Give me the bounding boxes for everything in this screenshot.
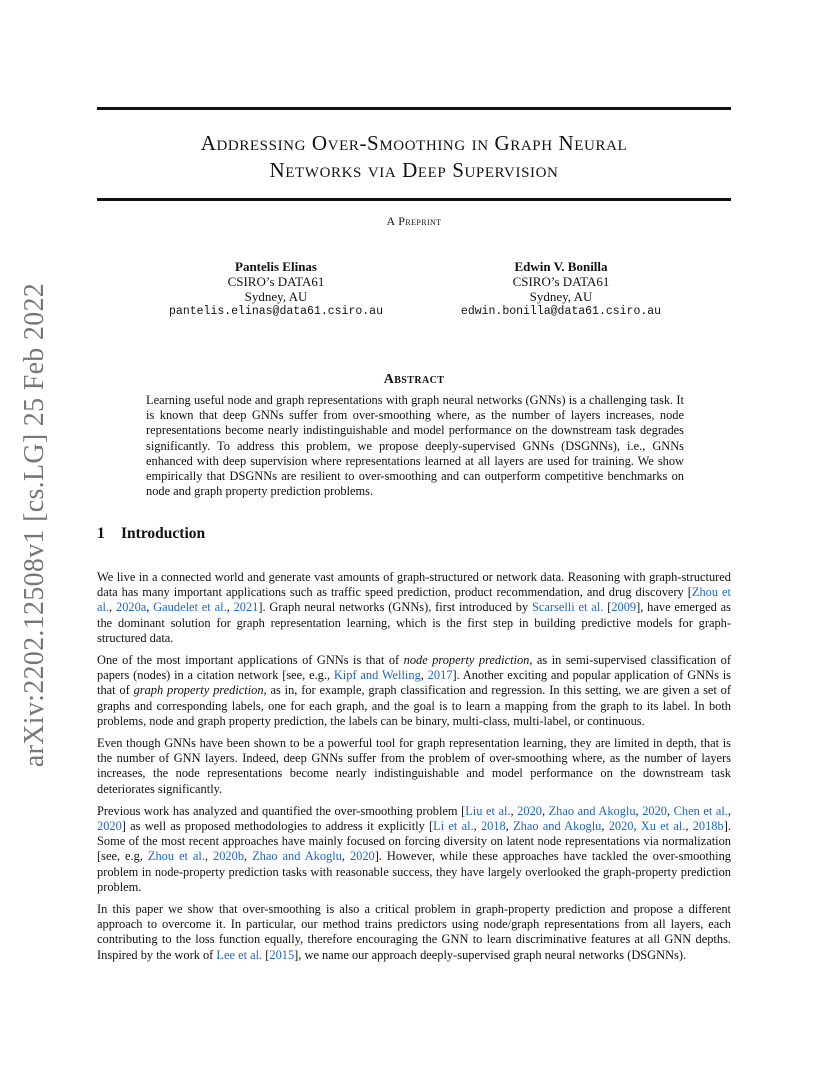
citation-link[interactable]: 2020b [213,849,245,864]
citation-link[interactable]: Lee et al. [216,947,263,962]
author-block-2 [436,259,686,319]
paragraph-text: , [204,849,214,864]
paragraph-text: , [510,803,518,818]
paragraph-text: , [244,849,253,864]
paragraph-text: ] as well as proposed methodologies to address it explicitly [ [121,819,434,834]
author-email[interactable]: edwin.bonilla@data61.csiro.au [460,305,662,318]
bottom-rule [97,198,731,201]
emphasized-text: graph property prediction [133,683,264,698]
author-affiliation: CSIRO’s DATA61 [227,274,325,289]
citation-link[interactable]: Kipf and Welling [333,668,421,683]
citation-link[interactable]: 2015 [269,947,295,962]
citation-link[interactable]: 2021 [233,600,259,615]
paragraph-text: [ [603,600,612,615]
citation-link[interactable]: 2017 [427,668,453,683]
paragraph-text: , [635,803,643,818]
paragraph-text: ]. Another exciting and popular application of GNNs is that of [97,668,731,698]
section-number: 1 [97,525,105,542]
paragraph-text: , as in semi-supervised classification of papers (nodes) in a citation network [see, e.g., [97,653,731,683]
paragraph-text: , [146,600,154,615]
citation-link[interactable]: 2020a [116,600,147,615]
paragraph-text: , [541,803,549,818]
top-rule [97,107,731,110]
citation-link[interactable]: 2020 [97,819,122,834]
paragraph [97,902,731,963]
citation-link[interactable]: Zhao and Akoglu [513,819,602,834]
citation-link[interactable]: Zhao and Akoglu [252,849,342,864]
title-line-1: Addressing Over-Smoothing in Graph Neural [200,131,628,155]
citation-link[interactable]: Li et al. [433,819,474,834]
title-line-2: Networks via Deep Supervision [269,158,559,182]
abstract-heading: Abstract [383,372,445,387]
paragraph-text: , [727,803,731,818]
author-location: Sydney, AU [244,289,308,304]
paragraph-text: , [226,600,234,615]
paragraph [97,736,731,797]
citation-link[interactable]: Zhao and Akoglu [548,803,636,818]
introduction-body [97,570,731,970]
author-location: Sydney, AU [529,289,593,304]
paragraph-text: In this paper we show that over-smoothing is also a critical problem in graph-property prediction and propose a different approach to overcome it. In particular, our method trains predictors using node/graph representations from all layers, each contributing to the loss function equally, therefore encouraging the GNN to learn discriminative features at all GNN depths. Inspired by the work of [97,902,731,962]
paragraph-text: , [685,819,693,834]
citation-link[interactable]: 2020 [608,819,634,834]
citation-link[interactable]: 2020 [517,803,542,818]
paragraph-text: , [341,849,350,864]
paragraph-text: Previous work has analyzed and quantified the over-smoothing problem [ [97,803,466,818]
paragraph-text: ], we name our approach deeply-supervised graph neural networks (DSGNNs). [294,947,687,962]
citation-link[interactable]: Zhou et al. [97,585,731,615]
author-email[interactable]: pantelis.elinas@data61.csiro.au [169,305,383,318]
paragraph-text: , [601,819,609,834]
citation-link[interactable]: 2018 [480,819,506,834]
paragraph-text: , as in, for example, graph classification and regression. In this setting, we are given a set of graphs and corresponding labels, one for each graph, and the goal is to learn a mapping from the graph to its label. In both problems, node and graph property prediction, the labels can be binary, multi-class, multi-label, or continuous. [97,683,731,728]
paragraph [97,570,731,646]
paragraph-text: [ [262,947,270,962]
author-name: Pantelis Elinas [235,259,317,274]
citation-link[interactable]: Zhou et al. [147,849,205,864]
paper-title [97,130,731,184]
abstract-text: Learning useful node and graph representations with graph neural networks (GNNs) is a challenging task. It is known that deep GNNs suffer from over-smoothing where, as the number of layers increases, node representations become nearly indistinguishable and model performance on the downstream task degrades significantly. To address this problem, we propose deeply-supervised GNNs (DSGNNs), i.e., GNNs enhanced with deep supervision where representations learned at all layers are used for training. We show empirically that DSGNNs are resilient to over-smoothing and can outperform competitive benchmarks on node and graph property prediction problems. [146,393,684,499]
citation-link[interactable]: 2020 [349,849,375,864]
paragraph [97,804,731,895]
paragraph-text: ], have emerged as the dominant solution for graph representation learning, which is the first step in building predictive models for graph-structured data. [97,600,731,645]
citation-link[interactable]: Xu et al. [640,819,686,834]
paragraph-text: ]. Some of the most recent approaches have mainly focused on forcing diversity on latent node representations via normalization [see, e.g, [97,819,731,864]
section-heading [97,525,205,543]
paragraph-text: ]. Graph neural networks (GNNs), first introduced by [258,600,533,615]
citation-link[interactable]: 2020 [642,803,667,818]
author-block-1 [148,259,404,319]
arxiv-identifier: arXiv:2202.12508v1 [cs.LG] 25 Feb 2022 [19,282,51,768]
citation-link[interactable]: Gaudelet et al. [153,600,227,615]
citation-link[interactable]: Liu et al. [465,803,511,818]
citation-link[interactable]: Scarselli et al. [532,600,604,615]
section-title: Introduction [121,525,206,542]
author-name: Edwin V. Bonilla [514,259,608,274]
paragraph-text: , [473,819,481,834]
paragraph-text: , [109,600,116,615]
paragraph-text: One of the most important applications of GNNs is that of [97,653,404,668]
paragraph-text: , [633,819,641,834]
citation-link[interactable]: Chen et al. [673,803,728,818]
emphasized-text: node property prediction [403,653,530,668]
paragraph-text: ]. However, while these approaches have tackled the over-smoothing problem in node-property prediction tasks with reasonable success, they have largely overlooked the graph-property prediction problem. [97,849,731,894]
citation-link[interactable]: 2009 [611,600,637,615]
arxiv-sidebar-stamp [19,282,51,768]
citation-link[interactable]: 2018b [692,819,724,834]
author-affiliation: CSIRO’s DATA61 [512,274,610,289]
paragraph-text: , [505,819,514,834]
paragraph-text: , [420,668,428,683]
paragraph [97,653,731,729]
paragraph-text: Even though GNNs have been shown to be a powerful tool for graph representation learning, they are limited in depth, that is the number of GNN layers. Indeed, deep GNNs suffer from the problem of over-smoothing where, as the number of layers increases, the node representations become nearly indistinguishable and model performance on the downstream task deteriorates significantly. [97,736,731,796]
paragraph-text: We live in a connected world and generate vast amounts of graph-structured or network data. Reasoning with graph-structured data has many important applications such as traffic speed prediction, product recommendation, and drug discovery [ [97,570,731,600]
preprint-label: A Preprint [386,214,442,228]
paragraph-text: , [666,803,674,818]
